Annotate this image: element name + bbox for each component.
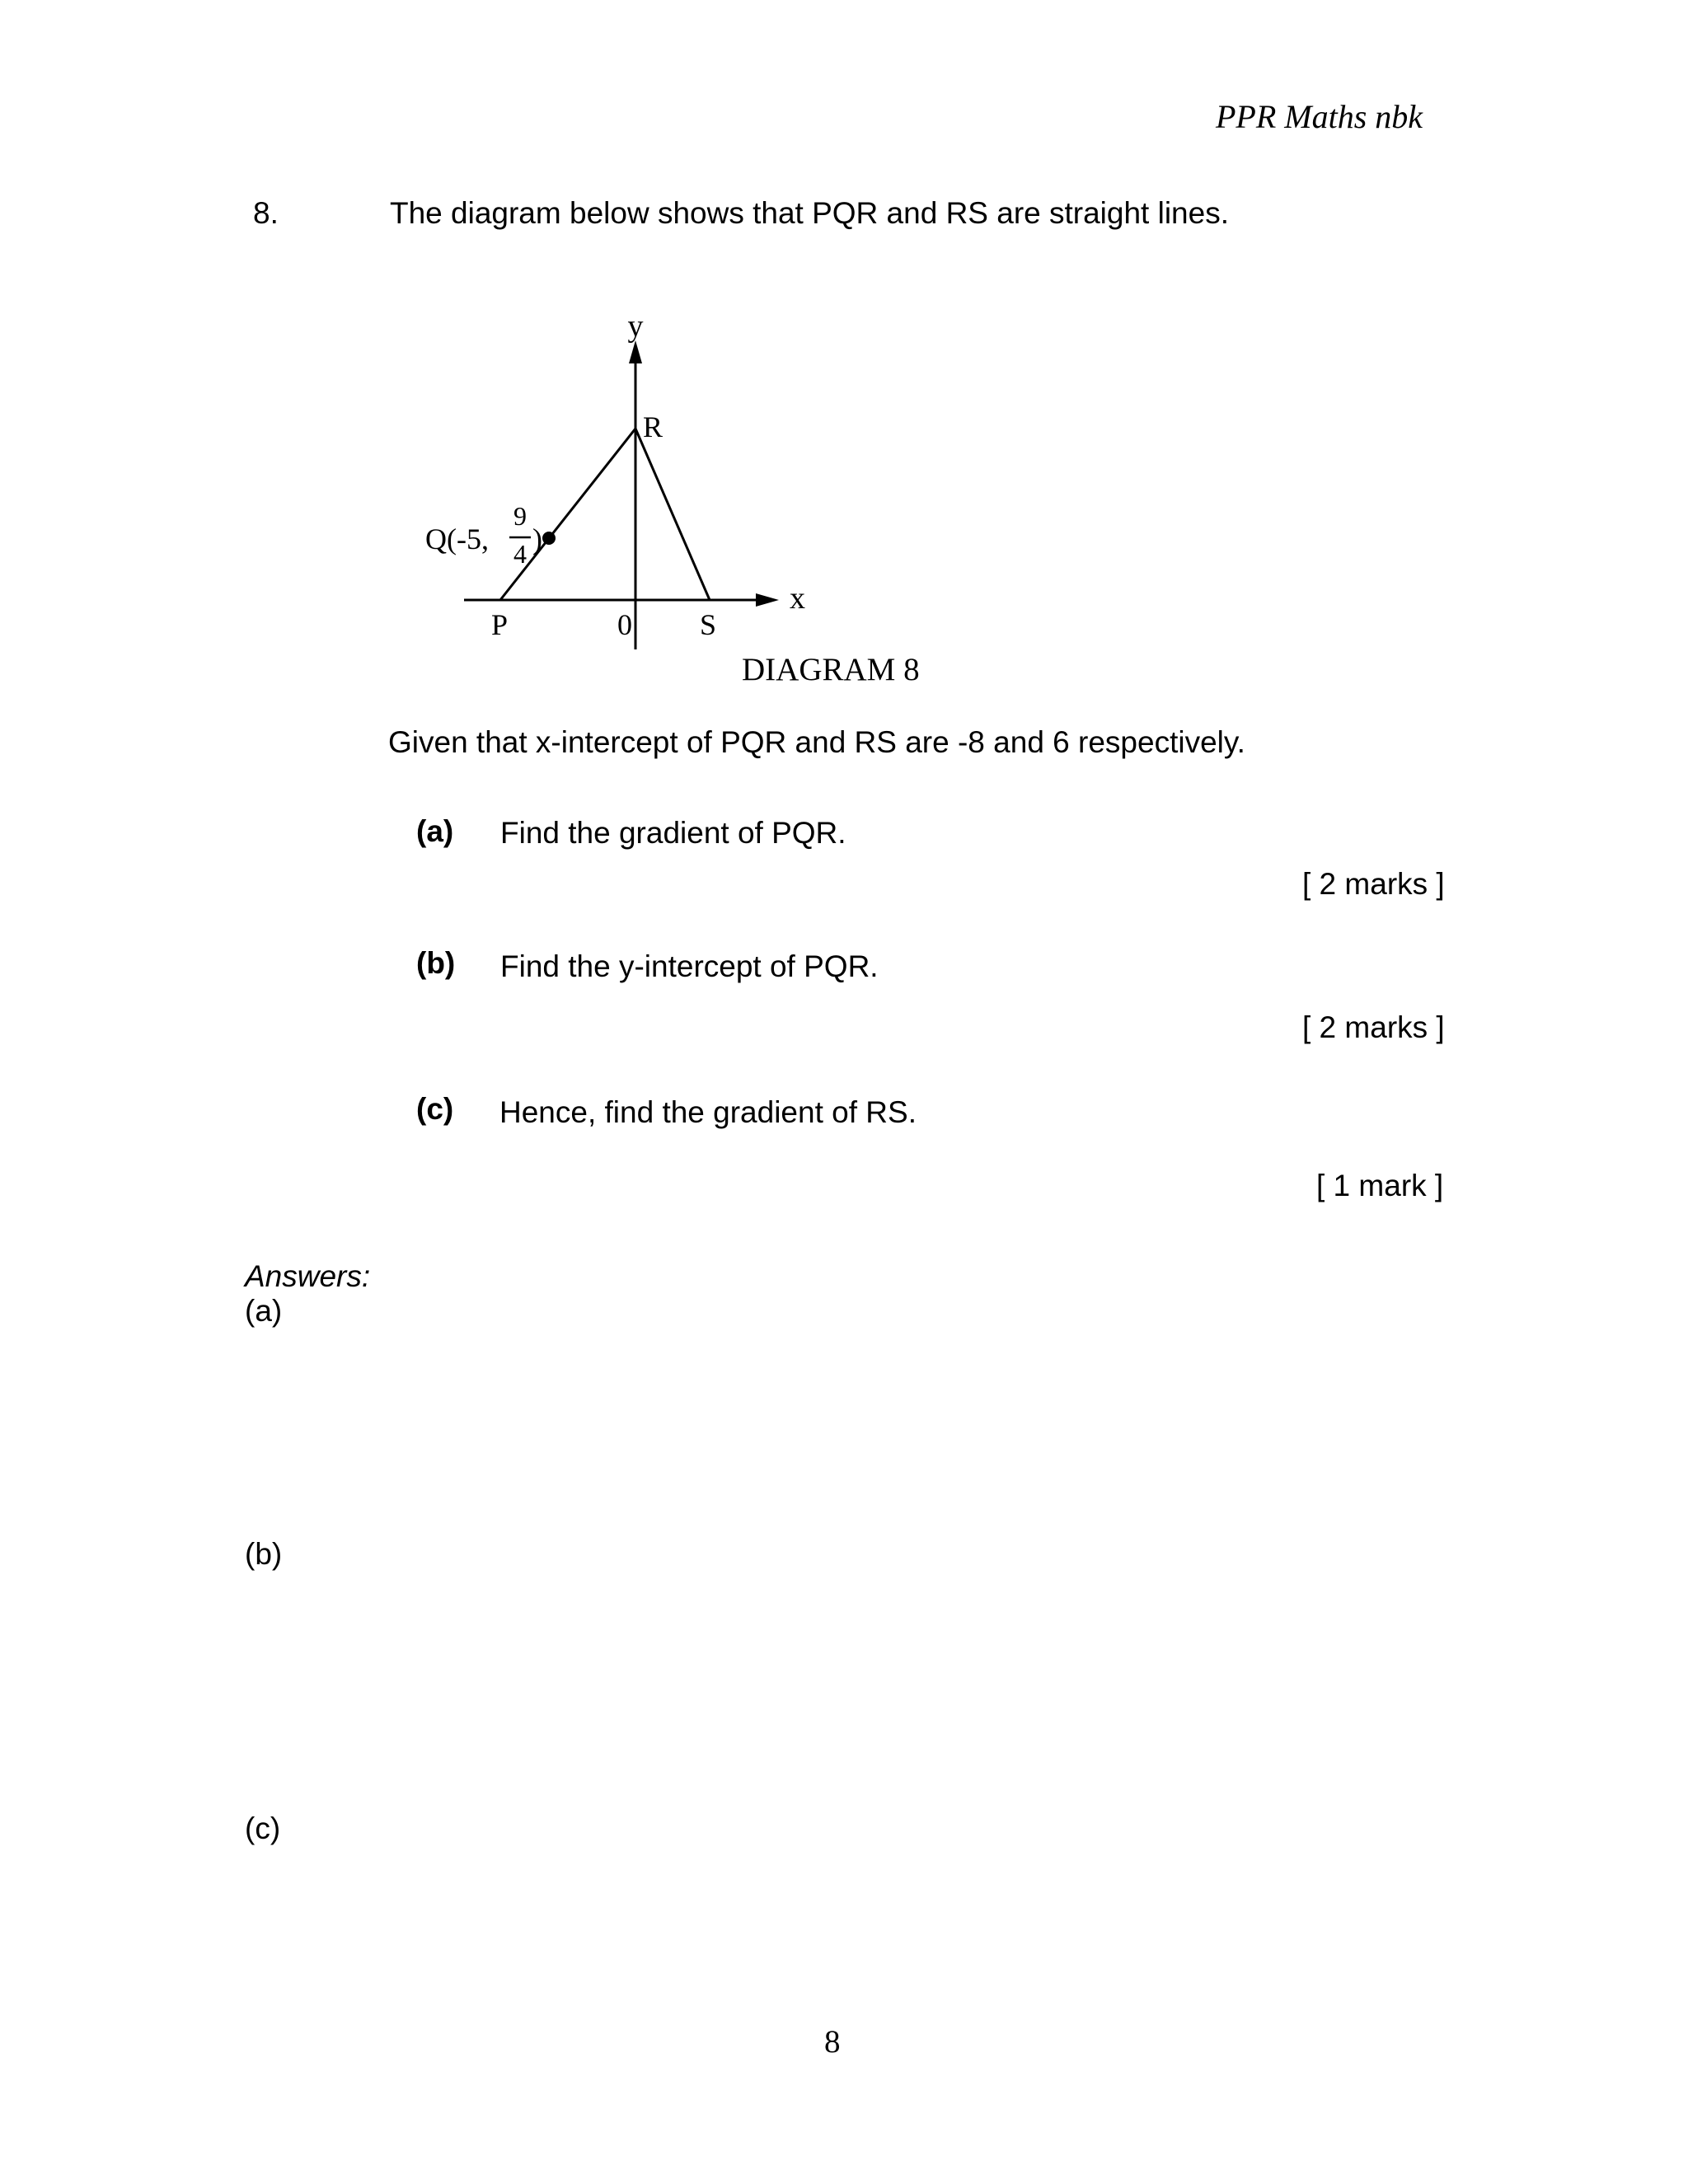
q-fraction-denominator: 4: [513, 539, 527, 569]
point-q: [542, 532, 556, 545]
y-axis-label: y: [627, 313, 644, 344]
x-axis-arrow: [756, 593, 779, 607]
point-r-label: R: [643, 410, 663, 443]
part-b-label: (b): [416, 946, 456, 980]
point-p-label: P: [491, 608, 509, 641]
part-a-label: (a): [416, 814, 454, 848]
part-c-label: (c): [416, 1092, 454, 1126]
question-stem: The diagram below shows that PQR and RS are straight lines.: [390, 196, 1229, 230]
q-fraction-numerator: 9: [513, 501, 527, 531]
answers-heading: Answers:: [245, 1259, 371, 1293]
page-number: 8: [824, 2024, 841, 2060]
given-statement: Given that x-intercept of PQR and RS are -8 and 6 respectively.: [388, 725, 1245, 759]
part-b-marks: [ 2 marks ]: [1302, 1010, 1445, 1044]
x-axis-label: x: [790, 581, 805, 616]
diagram-8: [412, 313, 989, 709]
part-c-marks: [ 1 mark ]: [1316, 1169, 1444, 1202]
answer-a-label: (a): [245, 1294, 283, 1328]
page-header: PPR Maths nbk: [1216, 98, 1423, 135]
answer-c-label: (c): [245, 1811, 281, 1845]
line-rs: [635, 429, 710, 600]
part-a-marks: [ 2 marks ]: [1302, 867, 1445, 901]
question-number: 8.: [253, 196, 279, 230]
part-b-text: Find the y-intercept of PQR.: [500, 949, 879, 983]
q-label-close-paren: ): [532, 523, 542, 555]
y-axis-arrow: [629, 340, 642, 363]
part-a-text: Find the gradient of PQR.: [500, 816, 846, 850]
point-q-label: Q(-5,: [425, 523, 489, 555]
point-s-label: S: [700, 608, 717, 641]
part-c-text: Hence, find the gradient of RS.: [499, 1095, 917, 1129]
diagram-caption: DIAGRAM 8: [742, 652, 920, 687]
origin-label: 0: [617, 608, 632, 641]
answer-b-label: (b): [245, 1537, 283, 1571]
